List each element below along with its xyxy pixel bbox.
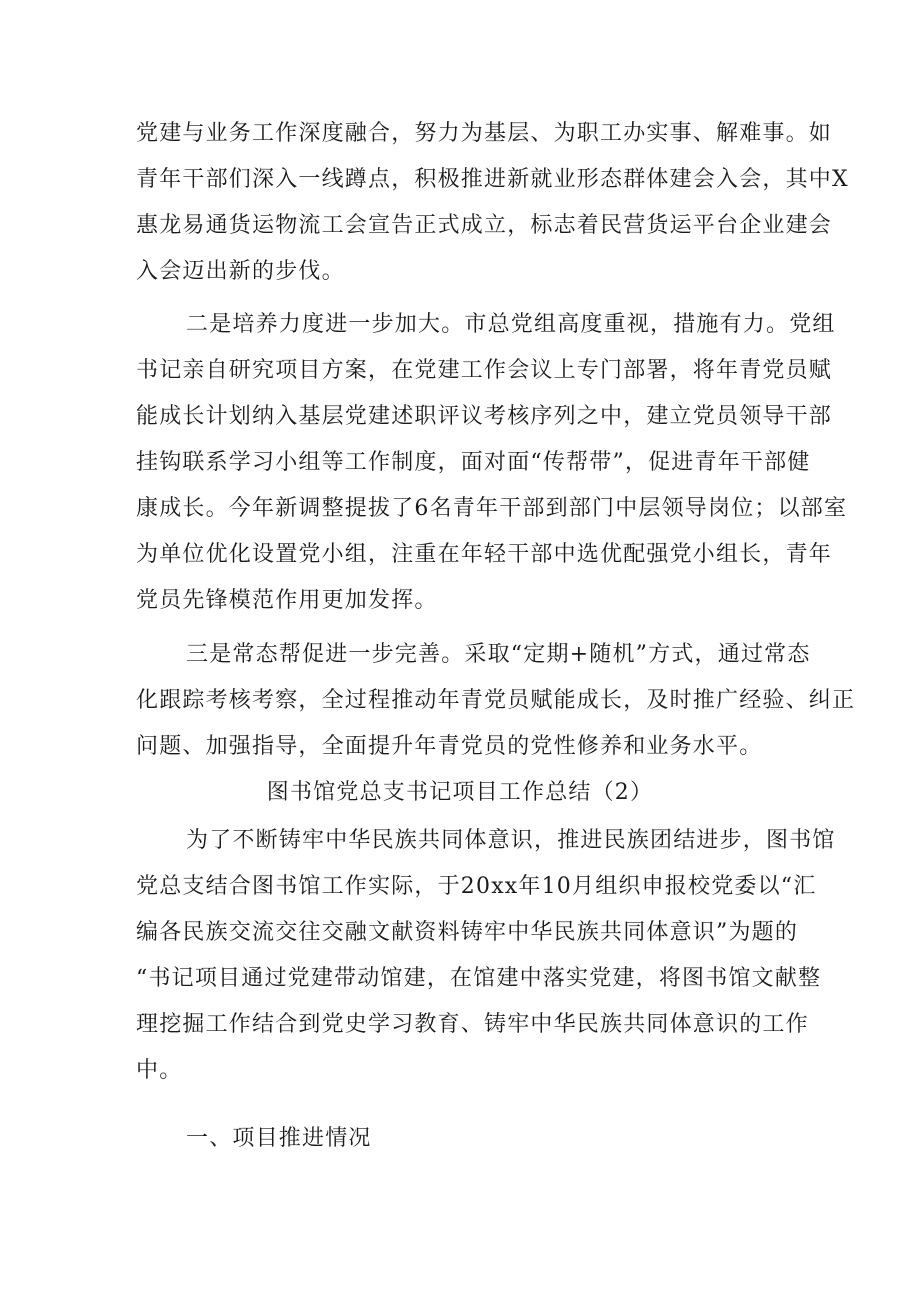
text-line: 党总支结合图书馆工作实际，于20xx年10月组织申报校党委以“汇 — [136, 874, 817, 899]
text-line: 理挖掘工作结合到党史学习教育、铸牢中华民族共同体意识的工作 — [136, 1012, 809, 1037]
text-line: 能成长计划纳入基层党建述职评议考核序列之中，建立党员领导干部 — [136, 404, 833, 429]
text-line: 挂钩联系学习小组等工作制度，面对面“传帮带”，促进青年干部健 — [136, 450, 811, 475]
text-line: 党建与业务工作深度融合，努力为基层、为职工办实事、解难事。如 — [136, 121, 833, 146]
text-line: 为单位优化设置党小组，注重在年轻干部中选优配强党小组长，青年 — [136, 542, 833, 567]
text-line: 惠龙易通货运物流工会宣告正式成立，标志着民营货运平台企业建会 — [136, 213, 833, 238]
text-line: 三是常态帮促进一步完善。采取“定期+随机”方式，通过常态 — [186, 642, 811, 667]
text-line: 为了不断铸牢中华民族共同体意识，推进民族团结进步，图书馆 — [186, 828, 836, 853]
section-title: 图书馆党总支书记项目工作总结（2） — [266, 780, 654, 805]
text-line: 编各民族交流交往交融文献资料铸牢中华民族共同体意识”为题的 — [136, 920, 799, 945]
text-line: 二是培养力度进一步加大。市总党组高度重视，措施有力。党组 — [186, 312, 836, 337]
text-line: 党员先锋模范作用更加发挥。 — [136, 588, 438, 613]
text-line: 中。 — [136, 1058, 183, 1083]
section-heading: 一、项目推进情况 — [186, 1126, 372, 1151]
text-line: 青年干部们深入一线蹲点，积极推进新就业形态群体建会入会，其中X — [136, 167, 849, 192]
text-line: 化跟踪考核考察，全过程推动年青党员赋能成长，及时推广经验、纠正 — [136, 688, 856, 713]
text-line: 入会迈出新的步伐。 — [136, 259, 345, 284]
text-line: 书记亲自研究项目方案，在党建工作会议上专门部署，将年青党员赋 — [136, 358, 833, 383]
text-line: “书记项目通过党建带动馆建，在馆建中落实党建，将图书馆文献整 — [136, 966, 822, 991]
text-line: 康成长。今年新调整提拔了6名青年干部到部门中层领导岗位；以部室 — [136, 496, 848, 521]
text-line: 问题、加强指导，全面提升年青党员的党性修养和业务水平。 — [136, 734, 763, 759]
